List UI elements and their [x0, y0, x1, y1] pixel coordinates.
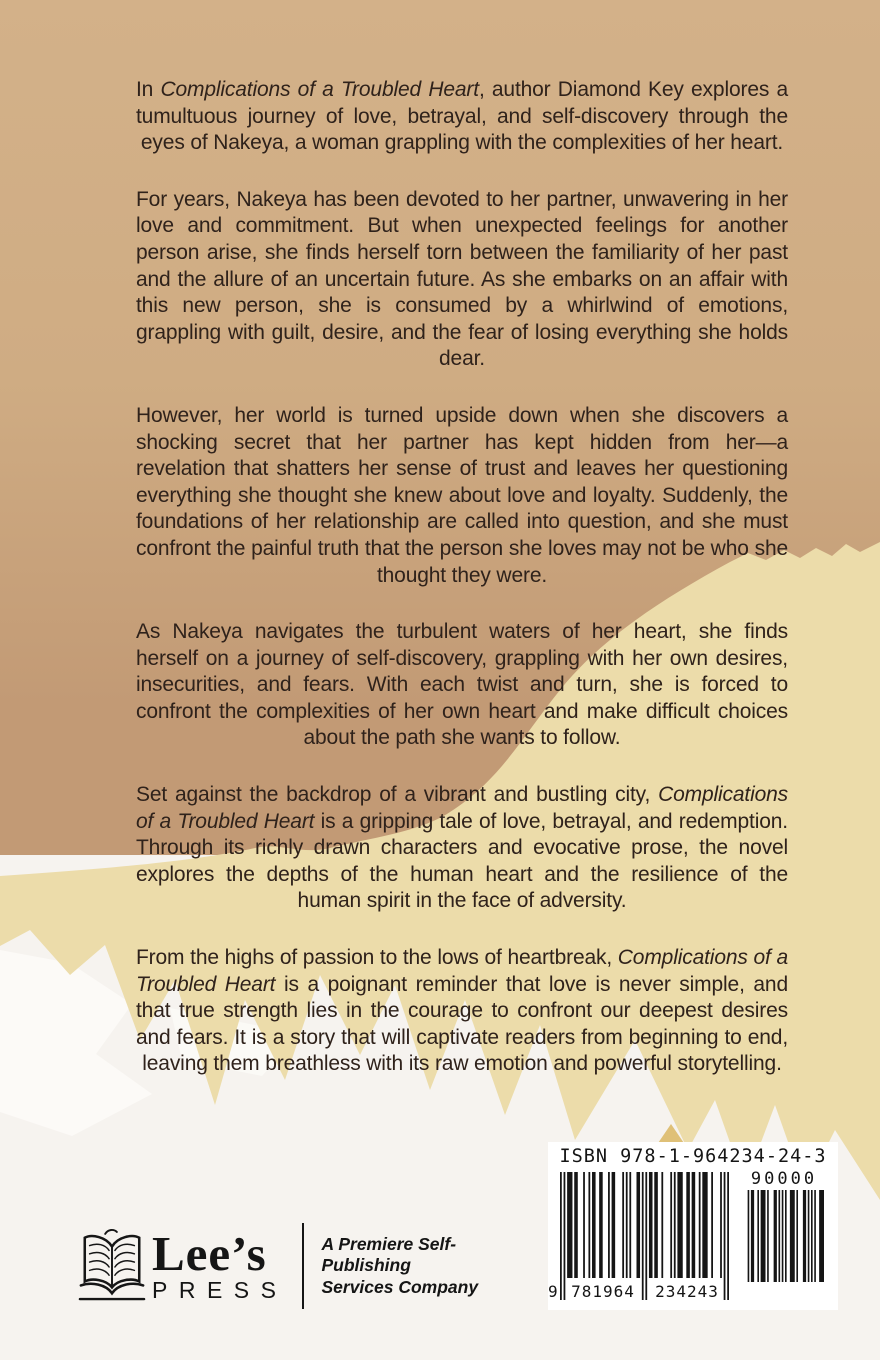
paragraph: In Complications of a Troubled Heart, author Diamond Key explores a tumultuous journey of love, betrayal, and self-discovery through the eyes of Nakeya, a woman grappling with the complexities of her heart.	[136, 78, 788, 155]
paragraph: Set against the backdrop of a vibrant and bustling city, Complications of a Troubled Heart is a gripping tale of love, betrayal, and redemption. Through its richly drawn characters and evocative prose, the novel explores the depths of the human heart and the resilience of the human spirit in the face of adversity.	[136, 783, 788, 913]
tagline-line: Services Company	[321, 1276, 479, 1297]
barcode-digit-lead: 9	[548, 1282, 558, 1301]
publisher-name-block	[152, 1225, 288, 1303]
tagline-line: A Premiere Self-Publishing	[321, 1233, 457, 1276]
barcode-digit-group: 234243	[655, 1282, 719, 1301]
publisher-press-label: PRESS	[152, 1276, 288, 1303]
isbn-barcode-panel	[548, 1142, 838, 1310]
barcode-digit-group: 781964	[571, 1282, 635, 1301]
publisher-name: Lee’s	[152, 1225, 267, 1281]
divider-line	[302, 1223, 304, 1309]
publisher-logo	[76, 1214, 541, 1318]
publisher-tagline	[321, 1234, 541, 1299]
paragraph: As Nakeya navigates the turbulent waters of her heart, she finds herself on a journey of self-discovery, grappling with her own desires, insecurities, and fears. With each twist and turn, she is forced to confront the complexities of her own heart and make difficult choices about the path she wants to follow.	[136, 620, 788, 750]
paragraph: From the highs of passion to the lows of heartbreak, Complications of a Troubled Heart is a poignant reminder that love is never simple, and that true strength lies in the courage to confront our deepest desires and fears. It is a story that will captivate readers from beginning to end, leaving them breathless with its raw emotion and powerful storytelling.	[136, 946, 788, 1076]
barcode-digits	[548, 1282, 732, 1302]
open-book-icon	[76, 1227, 148, 1305]
price-code: 90000	[750, 1169, 818, 1189]
isbn-number: ISBN 978-1-964234-24-3	[559, 1146, 827, 1167]
paragraph: For years, Nakeya has been devoted to her partner, unwavering in her love and commitment. But when unexpected feelings for another person arise, she finds herself torn between the familiarity of her past and the allure of an uncertain future. As she embarks on an affair with this new person, she is consumed by a whirlwind of emotions, grappling with guilt, desire, and the fear of losing everything she holds dear.	[136, 187, 788, 371]
ean5-addon-barcode	[746, 1190, 824, 1282]
paragraph: However, her world is turned upside down when she discovers a shocking secret that her partner has kept hidden from her—a revelation that shatters her sense of trust and leaves her questioning everything she thought she knew about love and loyalty. Suddenly, the foundations of her relationship are called into question, and she must confront the painful truth that the person she loves may not be who she thought they were.	[136, 403, 788, 587]
blurb-text	[136, 77, 788, 1108]
